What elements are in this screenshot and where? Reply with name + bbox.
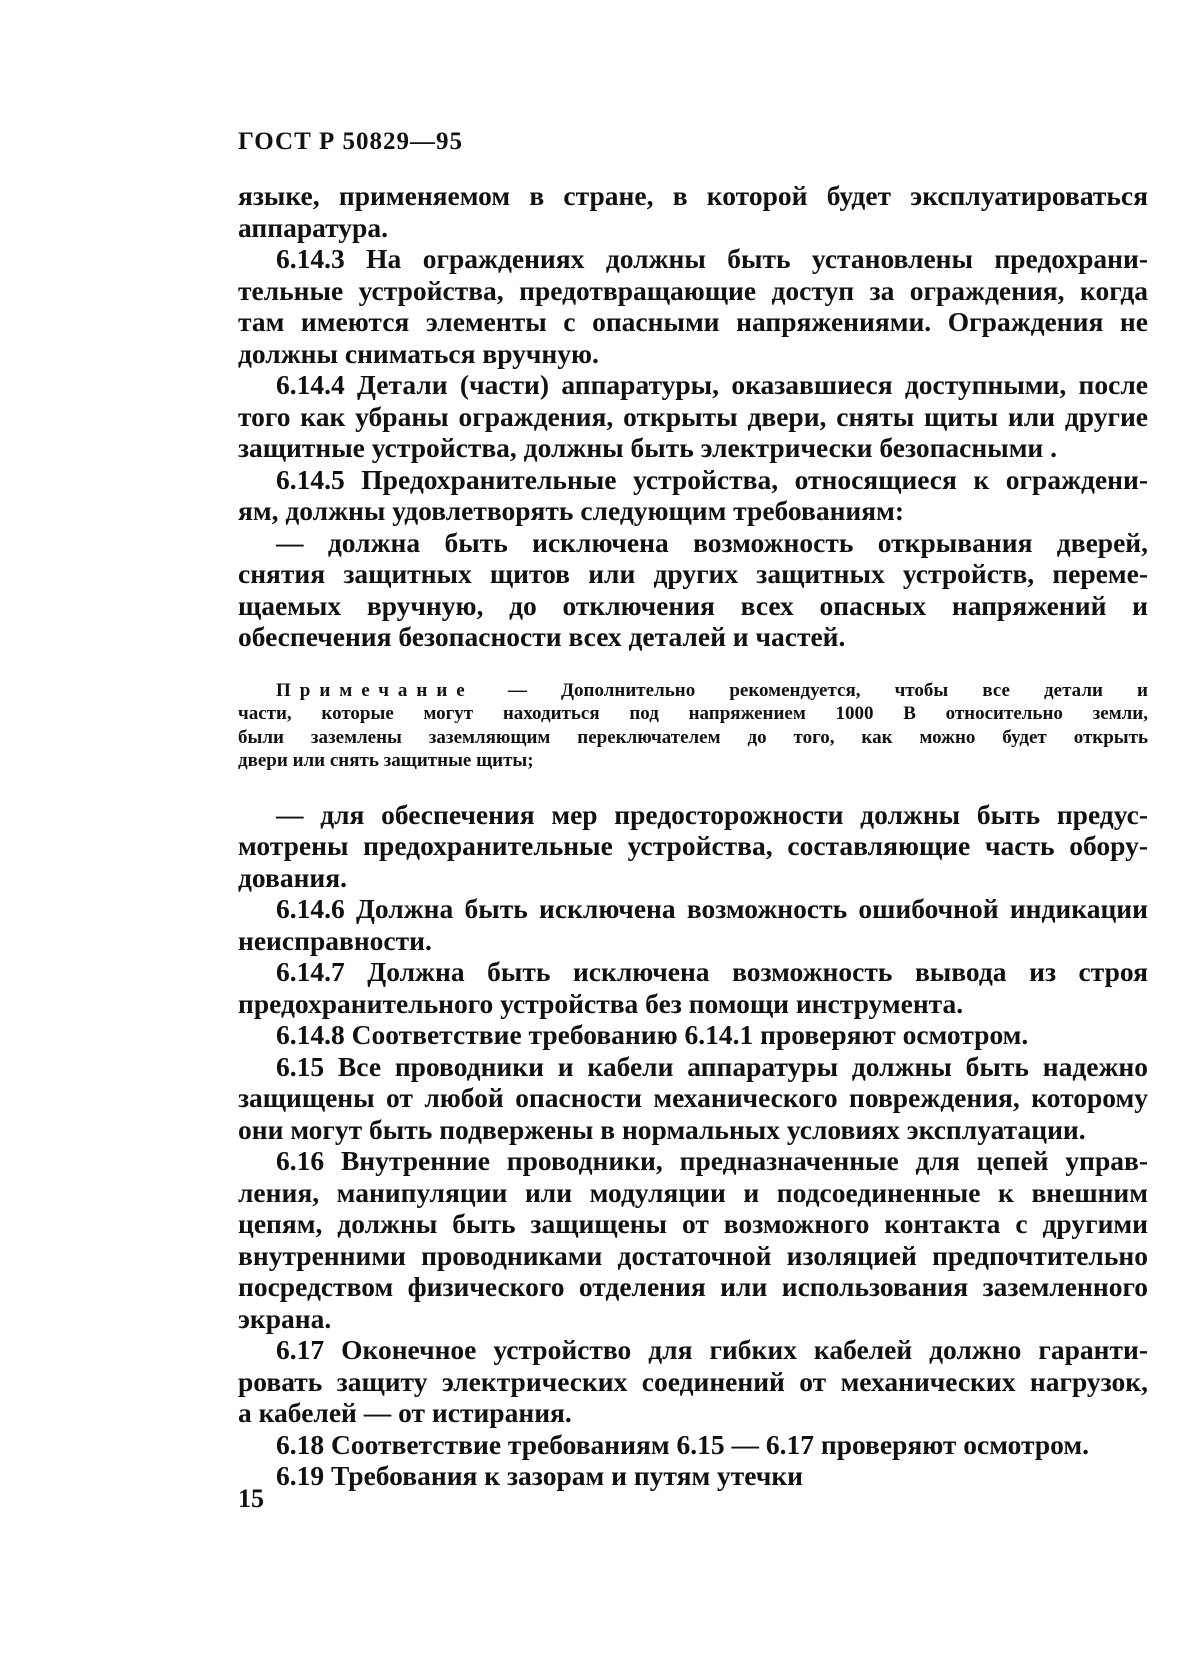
text-line: 6.14.4 Детали (части) аппаратуры, оказавшиеся доступными, после [276, 369, 1148, 400]
text-line: 6.16 Внутренние проводники, предназначенные для цепей управ- [276, 1145, 1148, 1176]
document-header: ГОСТ Р 50829—95 [238, 128, 464, 155]
text-line: а кабелей — от истирания. [238, 1397, 572, 1428]
text-line: щаемых вручную, до отключения всех опасных напряжений и [238, 589, 1148, 621]
text-line: аппаратура. [238, 211, 388, 243]
text-line: обеспечения безопасности всех деталей и частей. [238, 621, 846, 652]
text-line: 6.14.3 На ограждениях должны быть установлены предохрани- [276, 243, 1148, 274]
text-line: экрана. [238, 1302, 332, 1334]
note-line: части, которые могут находиться под напряжением 1000 В относительно земли, [238, 703, 1148, 724]
text-line: 6.15 Все проводники и кабели аппаратуры должны быть надежно [276, 1050, 1148, 1082]
text-line: предохранительного устройства без помощи инструмента. [238, 987, 964, 1019]
text-line: — для обеспечения мер предосторожности должны быть предус- [276, 798, 1148, 830]
text-line: снятия защитных щитов или других защитных устройств, переме- [238, 558, 1148, 589]
paragraph-continuation [238, 180, 1148, 243]
text-line: 6.14.8 Соответствие требованию 6.14.1 проверяют осмотром. [276, 1019, 1029, 1050]
page-number: 15 [238, 1484, 264, 1513]
note-line: были заземлены заземляющим переключателем до того, как можно будет открыть [238, 726, 1148, 748]
text-line: 6.14.6 Должна быть исключена возможность ошибочной индикации [276, 893, 1148, 924]
text-line: того как убраны ограждения, открыты двери, сняты щиты или другие [238, 400, 1148, 432]
text-line: неисправности. [238, 924, 432, 956]
note-line: двери или снять защитные щиты; [238, 750, 534, 771]
paragraph-6-17 [238, 1334, 1148, 1429]
note-block [238, 679, 1148, 773]
paragraph-6-14-3 [238, 243, 1148, 369]
text-line: 6.17 Оконечное устройство для гибких кабелей должно гаранти- [276, 1334, 1148, 1365]
text-line: там имеются элементы с опасными напряжениями. Ограждения не [238, 306, 1148, 337]
list-item-dash [238, 799, 1148, 894]
text-line: защищены от любой опасности механического повреждения, которому [238, 1082, 1148, 1113]
text-line: мотрены предохранительные устройства, составляющие часть обору- [238, 830, 1148, 861]
paragraph-6-14-7 [238, 956, 1148, 1019]
paragraph-6-14-4 [238, 369, 1148, 464]
text-line: тельные устройства, предотвращающие доступ за ограждения, когда [238, 274, 1148, 306]
text-line: внутренними проводниками достаточной изоляцией предпочтительно [238, 1239, 1148, 1271]
note-line [276, 679, 1148, 703]
text-line: посредством физического отделения или использования заземленного [238, 1271, 1148, 1302]
text-line: — должна быть исключена возможность открывания дверей, [276, 526, 1148, 558]
text-line: 6.18 Соответствие требованиям 6.15 — 6.17 проверяют осмотром. [276, 1428, 1089, 1460]
paragraph-6-16 [238, 1145, 1148, 1334]
text-line: 6.19 Требования к зазорам и путям утечки [276, 1460, 804, 1491]
text-line: дования. [238, 861, 348, 893]
text-line: должны сниматься вручную. [238, 337, 599, 369]
text-line: они могут быть подвержены в нормальных условиях эксплуатации. [238, 1113, 1086, 1145]
text-line: ям, должны удовлетворять следующим требованиям: [238, 495, 905, 526]
paragraph-6-15 [238, 1051, 1148, 1146]
text-line: языке, применяемом в стране, в которой будет эксплуатироваться [238, 180, 1148, 211]
paragraph-6-14-6 [238, 893, 1148, 956]
document-body [238, 180, 1148, 1492]
text-line: ровать защиту электрических соединений от механических нагрузок, [238, 1365, 1148, 1397]
paragraph-6-14-5 [238, 464, 1148, 527]
text-line: ления, манипуляции или модуляции и подсоединенные к внешним [238, 1176, 1148, 1208]
note-text: — Дополнительно рекомендуется, чтобы все детали и [473, 679, 1148, 701]
text-line: цепям, должны быть защищены от возможного контакта с другими [238, 1208, 1148, 1239]
paragraph-6-18 [238, 1429, 1148, 1461]
document-page [238, 128, 1148, 1492]
section-heading-6-19 [238, 1460, 1148, 1492]
text-line: защитные устройства, должны быть электрически безопасными . [238, 432, 1058, 463]
paragraph-6-14-8 [238, 1019, 1148, 1051]
text-line: 6.14.5 Предохранительные устройства, относящиеся к ограждени- [276, 463, 1148, 495]
list-item-dash [238, 527, 1148, 653]
note-label: Примечание [276, 679, 474, 701]
text-line: 6.14.7 Должна быть исключена возможность вывода из строя [276, 956, 1148, 987]
